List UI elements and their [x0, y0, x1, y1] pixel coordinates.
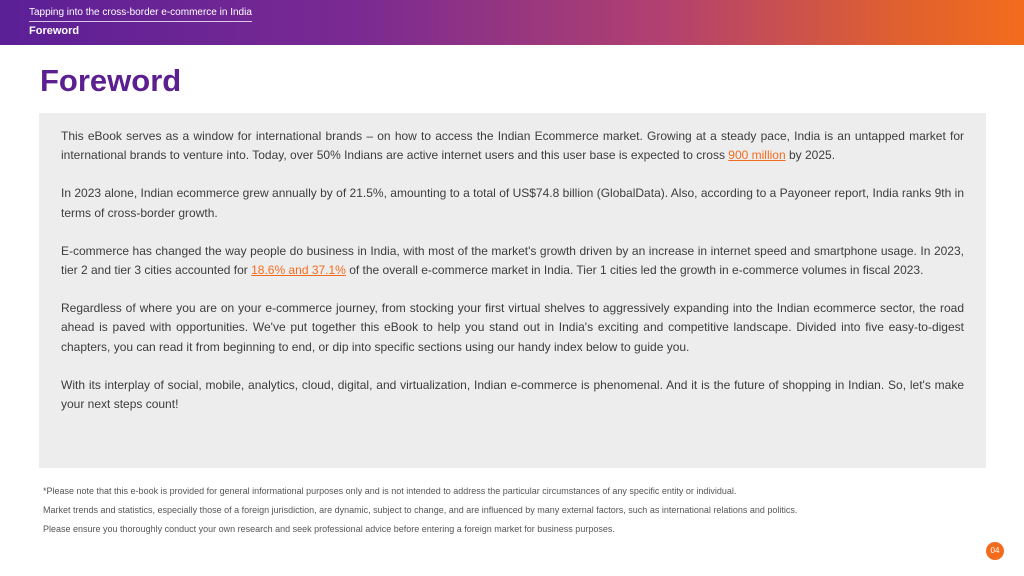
page-title: Foreword — [40, 63, 182, 98]
paragraph-intro — [61, 127, 964, 165]
link-900-million[interactable]: 900 million — [728, 148, 786, 163]
paragraph-closing: With its interplay of social, mobile, analytics, cloud, digital, and virtualization, Indian e-commerce is phenomenal. And it is the future of shopping in Indian. So, let's make your next steps count! — [61, 377, 964, 412]
section-label: Foreword — [29, 25, 80, 37]
disclaimer-line: Please ensure you thoroughly conduct your own research and seek professional advice before entering a foreign market for business purposes. — [43, 524, 615, 534]
paragraph-intro-text-start: This eBook serves as a window for international brands – on how to access the Indian Ecommerce market. Growing at a steady pace, India is an untapped market for international brands to venture into. Today, over 50% Indians are active internet users and this user base is expected to cross — [61, 129, 964, 163]
paragraph-tier-cities-text-end: of the overall e-commerce market in India. Tier 1 cities led the growth in e-commerce volumes in fiscal 2023. — [345, 263, 924, 278]
paragraph-tier-cities-text-start: E-commerce has changed the way people do business in India, with most of the market's growth driven by an increase in internet speed and smartphone usage. In 2023, tier 2 and tier 3 cities accounted for — [61, 243, 964, 278]
paragraph-journey: Regardless of where you are on your e-commerce journey, from stocking your first virtual shelves to aggressively expanding into the Indian ecommerce sector, the road ahead is paved with opportunities. We've put together this eBook to help you stand out in India's exciting and competitive landscape. Divided into five easy-to-digest chapters, you can read it from beginning to end, or dip into specific sections using our handy index below to guide you. — [61, 301, 964, 354]
paragraph-intro-text-end: by 2025. — [785, 148, 836, 163]
foreword-content-box — [39, 113, 986, 468]
breadcrumb[interactable]: Tapping into the cross-border e-commerce in India — [29, 7, 252, 22]
link-tier-percentages[interactable]: 18.6% and 37.1% — [251, 263, 346, 278]
disclaimer — [43, 482, 988, 539]
paragraph-tier-cities — [61, 242, 964, 280]
paragraph-growth: In 2023 alone, Indian ecommerce grew annually by of 21.5%, amounting to a total of US$74.8 billion (GlobalData). Also, according to a Payoneer report, India ranks 9th in terms of cross-border growth. — [61, 186, 964, 220]
disclaimer-line: Market trends and statistics, especially those of a foreign jurisdiction, are dynamic, subject to change, and are influenced by many external factors, such as international relations and politics. — [43, 505, 798, 515]
disclaimer-line: *Please note that this e-book is provided for general informational purposes only and is not intended to address the particular circumstances of any specific entity or individual. — [43, 486, 737, 496]
page-number-badge: 04 — [986, 542, 1004, 560]
header-bar — [0, 0, 1024, 45]
